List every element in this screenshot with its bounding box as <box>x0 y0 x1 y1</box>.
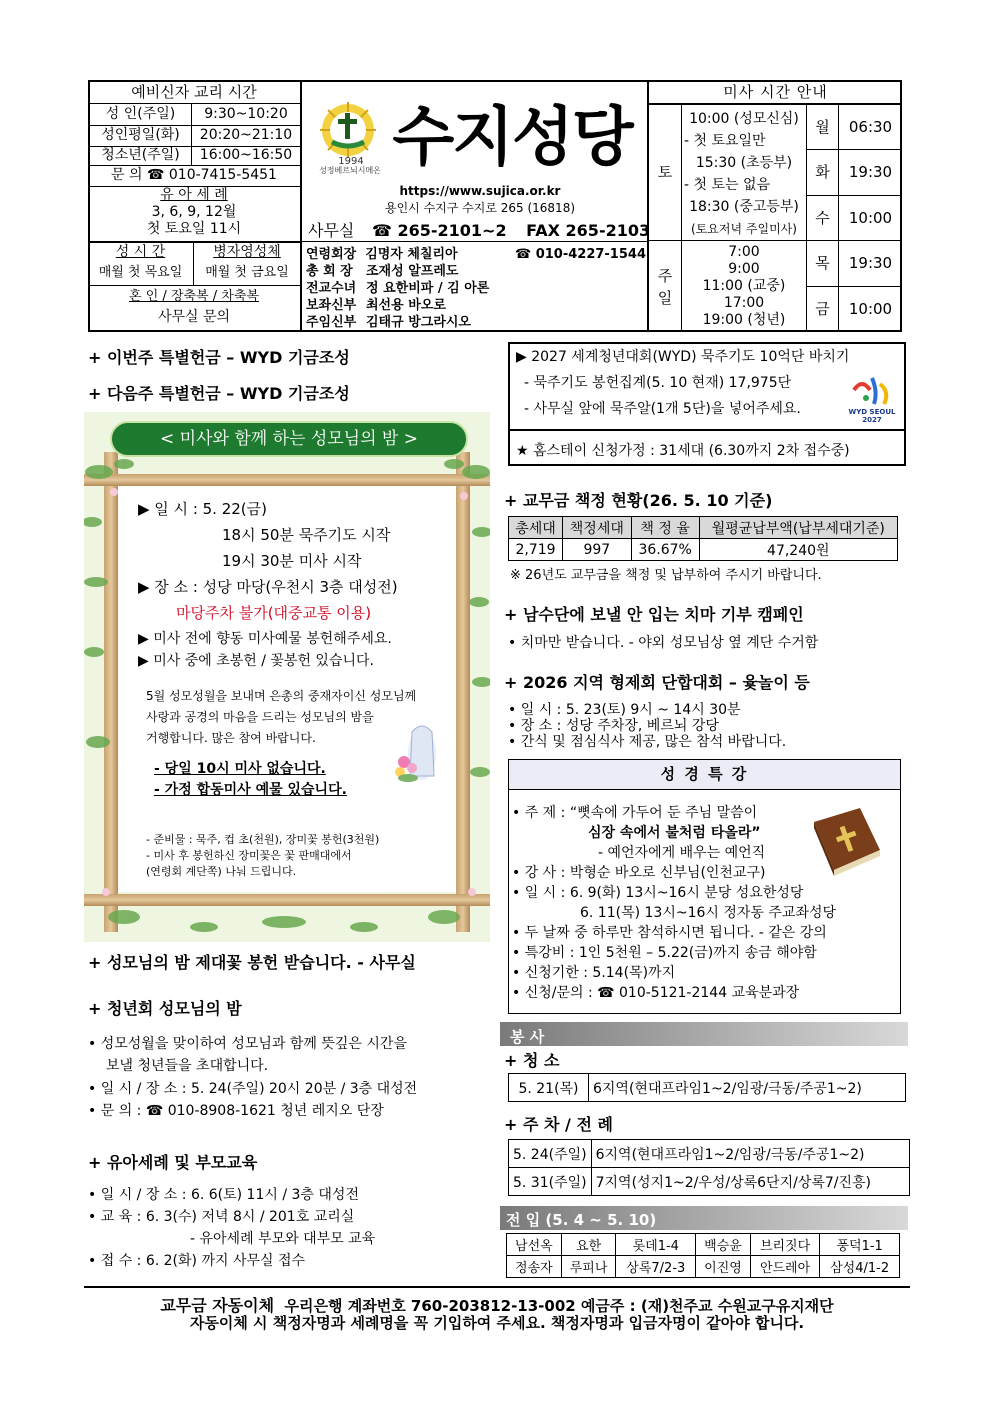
skirt-campaign-title: + 남수단에 보낼 안 입는 치마 기부 캠페인 <box>504 605 804 624</box>
mass-line: 10:00 (성모신심) <box>689 111 799 127</box>
sports-day-item: • 장 소 : 성당 주차장, 베르뇌 강당 <box>508 718 719 734</box>
transfer-cell: 브리짓다 <box>750 1234 819 1256</box>
youth-item-text: 일 시 / 장 소 : 5. 24(주일) 20시 20분 / 3층 대성전 <box>100 1081 418 1097</box>
service-bar-label: 봉 사 <box>510 1028 545 1046</box>
transfer-cell: 안드레아 <box>750 1256 819 1278</box>
poster-time-mass: 19시 30분 미사 시작 <box>222 552 362 570</box>
weekday-time: 10:00 <box>848 208 893 227</box>
staff-name: 최선용 바오로 <box>366 298 446 313</box>
infant-baptism-section-title: + 유아세례 및 부모교육 <box>88 1153 258 1172</box>
mass-line: - 첫 토는 없음 <box>684 177 771 193</box>
church-name: 수지성당 <box>392 100 632 175</box>
bible-line: 6. 11(목) 13시~16시 정자동 주교좌성당 <box>580 905 837 921</box>
cleaning-group: 6지역(현대프라임1~2/임광/극동/주공1~2) <box>589 1074 906 1102</box>
wyd-instruction: - 사무실 앞에 묵주알(1개 5단)을 넣어주세요. <box>524 401 801 417</box>
weekday-label: 수 <box>815 208 830 227</box>
catechumen-row-value: 16:00~16:50 <box>199 147 293 164</box>
transfer-row <box>507 1256 900 1278</box>
office-label: 사무실 <box>308 221 355 240</box>
bible-line: • 강 사 : 박형순 바오로 신부님(인천교구) <box>512 865 766 881</box>
infant-item-text: 접 수 : 6. 2(화) 까지 사무실 접수 <box>100 1253 306 1269</box>
staff-role: 총 회 장 <box>306 264 353 279</box>
parking-table <box>508 1139 910 1196</box>
homestay-notice: ★ 홈스테이 신청가정 : 31세대 (6.30까지 2차 접수중) <box>516 443 850 459</box>
mary-figure-icon <box>392 720 442 784</box>
dues-value: 36.67% <box>631 539 699 561</box>
youth-item: • 일 시 / 장 소 : 5. 24(주일) 20시 20분 / 3층 대성전 <box>88 1081 418 1097</box>
bible-line: • 두 날짜 중 하루만 참석하시면 됩니다. - 같은 강의 <box>512 925 827 941</box>
bible-lecture-lines <box>512 803 836 1003</box>
office-contact <box>308 218 651 240</box>
dues-value: 47,240원 <box>699 539 897 561</box>
wyd-title: ▶ 2027 세계청년대회(WYD) 묵주기도 10억단 바치기 <box>516 349 850 365</box>
poster-place: ▶ 장 소 : 성당 마당(우천시 3층 대성전) <box>138 578 398 596</box>
dues-value-row <box>509 539 898 561</box>
wedding-value: 사무실 문의 <box>157 309 231 326</box>
poster-date: ▶ 일 시 : 5. 22(금) <box>138 500 268 518</box>
skirt-campaign-item: • 치마만 받습니다. - 야외 성모님상 옆 계단 수거함 <box>508 635 819 651</box>
staff-role: 전교수녀 <box>306 281 357 296</box>
staff-role: 보좌신부 <box>306 298 357 313</box>
cleaning-table <box>508 1073 906 1102</box>
youth-section-title: + 청년회 성모님의 밤 <box>88 999 242 1018</box>
poster-emphasis-family-mass: - 가정 합동미사 예물 있습니다. <box>154 782 347 798</box>
youth-item: • 성모성월을 맞이하여 성모님과 함께 뜻깊은 시간을 <box>88 1036 407 1052</box>
poster-note-offering: ▶ 미사 전에 향동 미사예물 봉헌해주세요. <box>138 631 392 647</box>
staff-row <box>306 280 646 297</box>
church-website: https://www.sujica.or.kr <box>399 184 561 199</box>
catechumen-row-label: 성 인(주일) <box>105 105 176 122</box>
mass-line: 17:00 <box>723 295 765 311</box>
mass-line: 11:00 (교중) <box>702 278 786 294</box>
catechumen-row-value: 20:20~21:10 <box>199 127 293 144</box>
staff-name: 김명자 체칠리아 <box>365 247 458 262</box>
inquiry-row <box>88 166 300 186</box>
bible-line: 심장 속에서 불처럼 타올라” <box>588 825 761 841</box>
infant-item: - 유아세례 부모와 대부모 교육 <box>190 1231 376 1247</box>
transfer-cell: 삼성4/1-2 <box>820 1256 900 1278</box>
weekday-label: 목 <box>815 254 830 273</box>
sunday-label <box>649 241 681 332</box>
weekday-label: 금 <box>815 300 830 319</box>
transfer-cell: 상록7/2-3 <box>616 1256 696 1278</box>
poster-time-rosary: 18시 50분 묵주기도 시작 <box>222 526 391 544</box>
dues-header: 책 정 율 <box>631 517 699 539</box>
cleaning-title: + 청 소 <box>504 1051 560 1070</box>
staff-row <box>306 314 646 331</box>
parking-row <box>509 1168 910 1196</box>
staff-role: 주임신부 <box>306 315 357 330</box>
poster-parking-warning: 마당주차 불가(대중교통 이용) <box>176 604 372 622</box>
sick-communion-title: 병자영성체 <box>213 244 281 261</box>
staff-name: 조재성 알프레도 <box>366 264 459 279</box>
church-address: 용인시 수지구 수지로 265 (16818) <box>384 201 576 216</box>
poster-paragraph-line: 사랑과 공경의 마음을 드리는 성모님의 밤을 <box>146 710 374 724</box>
staff-role: 연령회장 <box>306 247 357 262</box>
dues-header: 월평균납부액(납부세대기준) <box>699 517 897 539</box>
skirt-campaign-text: 치마만 받습니다. - 야외 성모님상 옆 계단 수거함 <box>520 635 819 651</box>
transfer-table <box>506 1233 900 1278</box>
mary-icon <box>392 720 442 784</box>
sports-day-item: • 간식 및 점심식사 제공, 많은 참석 바랍니다. <box>508 734 787 750</box>
parking-date: 5. 24(주일) <box>509 1140 592 1168</box>
transfer-cell: 롯데1-4 <box>616 1234 696 1256</box>
transfer-cell: 이진영 <box>696 1256 751 1278</box>
infant-item: • 교 육 : 6. 3(수) 저녁 8시 / 201호 교리실 <box>88 1209 355 1225</box>
transfer-row <box>507 1234 900 1256</box>
poster-prep-line: (연령회 계단쪽) 나눠 드립니다. <box>146 865 297 878</box>
mass-line: 19:00 (청년) <box>702 312 786 328</box>
inquiry-phone: 010-7415-5451 <box>168 167 277 184</box>
mass-line: 7:00 <box>728 244 760 260</box>
staff-name: 정 요한비파 / 김 아론 <box>366 281 490 296</box>
poster-paragraph-line: 거행합니다. 많은 참여 바랍니다. <box>146 731 316 745</box>
catechumen-row-label: 성인평일(화) <box>101 127 180 144</box>
transfer-cell: 남선옥 <box>507 1234 562 1256</box>
staff-phone: 010-4227-1544 <box>535 247 646 262</box>
youth-item-text: 성모성월을 맞이하여 성모님과 함께 뜻깊은 시간을 <box>100 1036 407 1052</box>
staff-row <box>306 263 646 280</box>
infant-item: • 접 수 : 6. 2(화) 까지 사무실 접수 <box>88 1253 306 1269</box>
infant-item-text: 일 시 / 장 소 : 6. 6(토) 11시 / 3층 대성전 <box>100 1187 359 1203</box>
transfer-cell: 루피나 <box>561 1256 616 1278</box>
transfer-cell: 정송자 <box>507 1256 562 1278</box>
inquiry-label: 문 의 <box>111 167 143 184</box>
infant-baptism-months: 3, 6, 9, 12월 <box>151 204 237 221</box>
phone-icon: ☎ <box>146 167 165 184</box>
wyd-count: - 묵주기도 봉헌집계(5. 10 현재) 17,975단 <box>524 375 792 391</box>
poster-prep-notes <box>146 832 379 880</box>
transfer-cell: 풍덕1-1 <box>820 1234 900 1256</box>
logo-year: 1994 <box>338 155 364 167</box>
mass-line: 9:00 <box>728 261 760 277</box>
phone-icon: ☎ <box>514 247 532 262</box>
parking-group: 7지역(성지1~2/우성/상록6단지/상록7/진흥) <box>591 1168 909 1196</box>
saturday-label: 토 <box>657 163 673 182</box>
sports-day-text: 장 소 : 성당 주차장, 베르뇌 강당 <box>520 718 719 734</box>
confession-value: 매월 첫 목요일 <box>98 264 183 280</box>
office-phone: 265-2101~2 <box>397 221 507 240</box>
infant-baptism-title: 유 아 세 례 <box>160 187 228 204</box>
wyd-logo-text: WYD SEOUL 2027 <box>848 408 896 424</box>
footer-autopay-label: 교무금 자동이체 <box>160 1296 275 1315</box>
youth-item: 보낼 청년들을 초대합니다. <box>106 1058 269 1074</box>
dues-section-title: + 교무금 책정 현황(26. 5. 10 기준) <box>504 491 773 510</box>
service-bar <box>500 1022 908 1046</box>
staff-list <box>306 246 646 331</box>
parking-row <box>509 1140 910 1168</box>
sports-day-title: + 2026 지역 형제회 단합대회 – 윷놀이 등 <box>504 673 810 692</box>
poster-paragraph <box>146 686 416 749</box>
bible-line: • 특강비 : 1인 5천원 – 5.22(금)까지 송금 해야함 <box>512 945 817 961</box>
poster-prep-line: - 준비물 : 묵주, 컵 초(천원), 장미꽃 봉헌(3천원) <box>146 833 380 846</box>
dues-header-row <box>509 517 898 539</box>
altar-flowers-notice: + 성모님의 밤 제대꽃 봉헌 받습니다. - 사무실 <box>88 953 416 972</box>
dues-header: 책정세대 <box>562 517 631 539</box>
staff-name: 김태규 방그라시오 <box>366 315 471 330</box>
confession-title: 성 시 간 <box>115 244 166 261</box>
transfer-bar-label: 전 입 (5. 4 ~ 5. 10) <box>506 1211 657 1229</box>
weekday-time: 19:30 <box>848 163 893 182</box>
footer-account: 우리은행 계좌번호 760-203812-13-002 예금주 : (재)천주교 수원교구유지재단 <box>284 1297 834 1315</box>
mass-line: (토요저녁 주일미사) <box>691 222 797 236</box>
sunday-mass-times <box>682 244 806 329</box>
catechumen-title: 예비신자 교리 시간 <box>131 82 257 101</box>
sports-day-text: 간식 및 점심식사 제공, 많은 참석 바랍니다. <box>520 734 787 750</box>
special-offering-next-week: + 다음주 특별헌금 – WYD 기금조성 <box>88 384 350 403</box>
sunday-label-2: 일 <box>657 288 673 307</box>
sports-day-item: • 일 시 : 5. 23(토) 9시 ~ 14시 30분 <box>508 702 741 718</box>
weekday-label: 월 <box>815 117 830 136</box>
bible-line: • 신청/문의 : ☎ 010-5121-2144 교육분과장 <box>512 985 800 1001</box>
youth-item: • 문 의 : ☎ 010-8908-1621 청년 레지오 단장 <box>88 1103 384 1119</box>
logo-caption: 성정베르뇌시메온 <box>319 166 381 176</box>
bible-line: - 예언자에게 배우는 예언직 <box>598 845 766 861</box>
staff-row <box>306 246 646 263</box>
bible-lecture-title: 성 경 특 강 <box>509 760 900 790</box>
mass-line: 15:30 (초등부) <box>695 155 793 171</box>
infant-item: • 일 시 / 장 소 : 6. 6(토) 11시 / 3층 대성전 <box>88 1187 359 1203</box>
sports-day-text: 일 시 : 5. 23(토) 9시 ~ 14시 30분 <box>520 702 741 718</box>
dues-value: 997 <box>562 539 631 561</box>
dues-header: 총세대 <box>509 517 563 539</box>
weekday-time: 10:00 <box>848 300 893 319</box>
bible-line: • 주 제 : “뼛속에 가두어 둔 주님 말씀이 <box>512 805 758 821</box>
bible-line: • 일 시 : 6. 9(화) 13시~16시 분당 성요한성당 <box>512 885 804 901</box>
dues-table <box>508 516 898 561</box>
youth-item-text: 문 의 : ☎ 010-8908-1621 청년 레지오 단장 <box>100 1103 384 1119</box>
parking-group: 6지역(현대프라임1~2/임광/극동/주공1~2) <box>591 1140 909 1168</box>
transfer-cell: 백승윤 <box>696 1234 751 1256</box>
footer-line-2: 자동이체 시 책정자명과 세례명을 꼭 기입하여 주세요. 책정자명과 입금자명이 같아야 합니다. <box>189 1314 805 1332</box>
mass-line: - 첫 토요일만 <box>684 133 766 149</box>
mass-line: 18:30 (중고등부) <box>689 199 799 215</box>
office-fax: FAX 265-2103 <box>526 221 651 240</box>
infant-baptism-time: 첫 토요일 11시 <box>146 221 242 238</box>
cleaning-row <box>509 1074 906 1102</box>
bible-line: • 신청기한 : 5.14(목)까지 <box>512 965 676 981</box>
dues-note: ※ 26년도 교무금을 책정 및 납부하여 주시기 바랍니다. <box>510 568 822 583</box>
dues-value: 2,719 <box>509 539 563 561</box>
catechumen-row-value: 9:30~10:20 <box>204 105 288 122</box>
wedding-title: 혼 인 / 장축복 / 차축복 <box>129 288 259 304</box>
poster-emphasis-no-mass: - 당일 10시 미사 없습니다. <box>154 761 326 777</box>
sunday-label-1: 주 <box>657 266 673 285</box>
infant-item-text: 교 육 : 6. 3(수) 저녁 8시 / 201호 교리실 <box>100 1209 355 1225</box>
weekday-time: 06:30 <box>848 117 893 136</box>
parking-title: + 주 차 / 전 례 <box>504 1115 613 1134</box>
poster-paragraph-line: 5월 성모성월을 보내며 은총의 중재자이신 성모님께 <box>146 689 417 703</box>
weekday-label: 화 <box>815 163 830 182</box>
weekday-time: 19:30 <box>848 254 893 273</box>
mass-title: 미사 시간 안내 <box>723 82 828 101</box>
catechumen-row-label: 청소년(주일) <box>101 147 180 164</box>
parking-date: 5. 31(주일) <box>509 1168 592 1196</box>
staff-row <box>306 297 646 314</box>
special-offering-this-week: + 이번주 특별헌금 – WYD 기금조성 <box>88 348 350 367</box>
sick-communion-value: 매월 첫 금요일 <box>205 264 289 280</box>
phone-icon: ☎ <box>371 221 392 240</box>
poster-note-candle: ▶ 미사 중에 초봉헌 / 꽃봉헌 있습니다. <box>138 653 374 669</box>
saturday-mass-times <box>682 108 806 240</box>
poster-prep-line: - 미사 후 봉헌하신 장미꽃은 꽃 판매대에서 <box>146 849 352 862</box>
transfer-cell: 요한 <box>561 1234 616 1256</box>
poster-banner: < 미사와 함께 하는 성모님의 밤 > <box>110 421 468 457</box>
cleaning-date: 5. 21(목) <box>509 1074 589 1102</box>
